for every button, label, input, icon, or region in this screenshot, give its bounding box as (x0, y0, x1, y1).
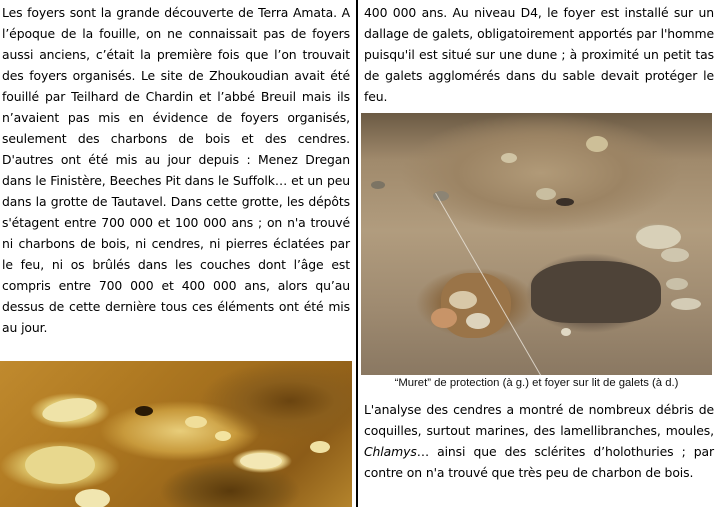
excavation-photo (361, 113, 712, 375)
left-paragraph: Les foyers sont la grande découverte de Terra Amata. A l’époque de la fouille, on ne connaissait pas de foyers aussi anciens, c’était la première fois que l’on trouvait des foyers organisés. Le site de Zhoukoudian avait été fouillé par Teilhard de Chardin et l’abbé Breuil mais ils n’avaient pas mis en évidence de foyers organisés, seulement des charbons de bois et des cendres. D'autres ont été mis au jour depuis : Menez Dregan dans le Finistère, Beeches Pit dans le Suffolk… et un peu dans la grotte de Tautavel. Dans cette grotte, les dépôts s'étagent entre 700 000 et 100 000 ans ; on n'a trouvé ni charbons de bois, ni cendres, ni pierres éclatées par le feu, ni os brûlés dans les couches dont l’âge est compris entre 700 000 et 400 000 ans, alors qu’au dessus de cette dernière tous ces éléments ont été mis au jour. (2, 5, 350, 335)
species-name-chlamys: Chlamys (364, 444, 417, 459)
paragraph-2-text-b: … ainsi que des sclérites d’holothuries ; par contre on n'a trouvé que très peu de charbon de bois. (364, 444, 714, 480)
right-paragraph-1: 400 000 ans. Au niveau D4, le foyer est installé sur un dallage de galets, obligatoirement apportés par l'homme puisqu'il est situé sur une dune ; à proximité un petit tas de galets agglomérés dans du sable devait protéger le feu. (364, 5, 714, 104)
photo-caption: “Muret” de protection (à g.) et foyer sur lit de galets (à d.) (394, 377, 679, 389)
right-paragraph-2 (362, 399, 715, 483)
hearth-closeup-photo (0, 361, 352, 507)
paragraph-2-text-a: L'analyse des cendres a montré de nombreux débris de coquilles, surtout marines, des lamellibranches, moules, (364, 402, 714, 438)
column-divider (356, 0, 358, 507)
